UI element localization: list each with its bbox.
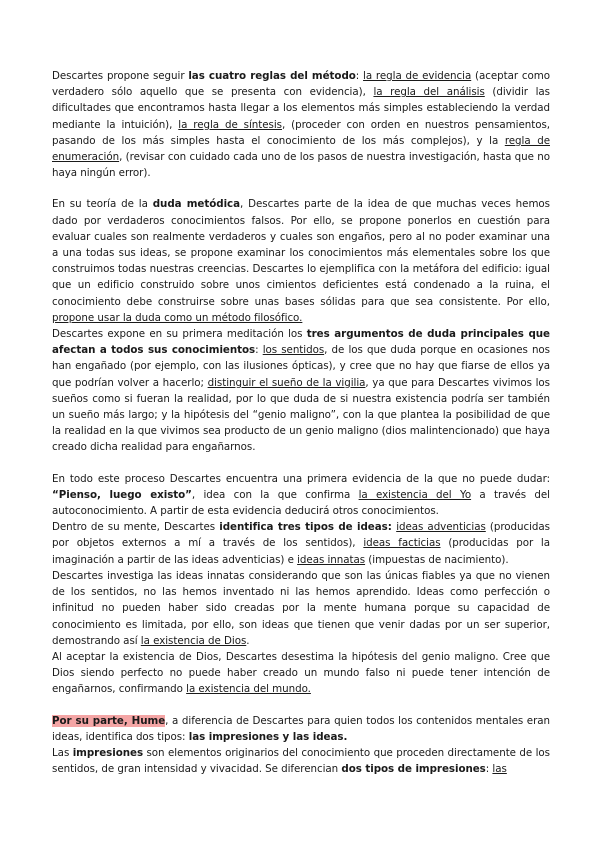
underlined-term: la regla de síntesis <box>178 118 282 131</box>
paragraph-gap <box>52 698 550 713</box>
paragraph-cogito: En todo este proceso Descartes encuentra una primera evidencia de la que no puede dudar: “Pienso, luego existo”, idea con la que confirma la existencia del Yo a través del autoconocimiento. A partir de esta evidencia deducirá otros conocimientos. <box>52 472 550 518</box>
paragraph-gap <box>52 181 550 196</box>
underlined-term: ideas adventicias <box>396 521 486 534</box>
underlined-term: las <box>492 763 507 776</box>
underlined-term: ideas facticias <box>363 537 441 550</box>
highlighted-term: Por su parte, Hume <box>52 714 166 727</box>
underlined-term: la regla del análisis <box>373 86 485 99</box>
underlined-term: regla de enumeración <box>52 134 550 164</box>
bold-term: las impresiones y las ideas. <box>188 730 348 743</box>
paragraph-hume: Por su parte, Hume, a diferencia de Descartes para quien todos los contenidos mentales eran ideas, identifica dos tipos: las impresiones y las ideas. <box>52 714 551 743</box>
bold-term: identifica tres tipos de ideas: <box>219 521 397 534</box>
paragraph-duda-metodica: En su teoría de la duda metódica, Descartes parte de la idea de que muchas veces hemos dado por verdaderos conocimientos falsos. Por ello, se propone ponerlos en cuestión para evaluar cuales son realmente verdaderos y cuales son engaños, pero al no poder examinar una a una todas sus ideas, se propone examinar los conocimientos más elementales sobre los que construimos todas nuestras creencias. Descartes lo ejemplifica con la metáfora del edificio: igual que un edificio construido sobre unos cimientos deficientes está condenado a la ruina, el conocimiento debe construirse sobre unas bases sólidas para que sea consistente. Por ello, propone usar la duda como un método filosófico. <box>52 198 550 324</box>
underlined-term: la existencia del mundo. <box>186 683 311 696</box>
underlined-term: la existencia del Yo <box>358 488 472 501</box>
bold-term: impresiones <box>72 746 144 759</box>
paragraph-tipos-ideas: Dentro de su mente, Descartes identifica tres tipos de ideas: ideas adventicias (producidas por objetos externos a mí a través de los sentidos), ideas facticias (producidas por la imaginación a partir de las ideas adventicias) e ideas innatas (impuestas de nacimiento). <box>52 521 551 566</box>
underlined-term: distinguir el sueño de la vigilia <box>207 376 366 389</box>
paragraph-existencia-mundo: Al aceptar la existencia de Dios, Descartes desestima la hipótesis del genio maligno. Cree que Dios siendo perfecto no puede haber creado un mundo falso ni puede tener intención de engañarnos, confirmando la existencia del mundo. <box>52 650 550 696</box>
underlined-term: los sentidos <box>262 344 325 357</box>
bold-term: duda metódica <box>152 198 241 211</box>
bold-term: las cuatro reglas del método <box>188 70 356 82</box>
paragraph-impresiones: Las impresiones son elementos originarios del conocimiento que proceden directamente de los sentidos, de gran intensidad y vivacidad. Se diferencian dos tipos de impresiones: las <box>52 746 550 776</box>
paragraph-ideas-innatas: Descartes investiga las ideas innatas considerando que son las únicas fiables ya que no vienen de los sentidos, no las hemos inventado ni las hemos aprendido. Ideas como perfección o infinitud no pueden haber sido creadas por la mente humana porque su capacidad de conocimiento es limitada, por ello, son ideas que tienen que venir dadas por un ser superior, demostrando así la existencia de Dios. <box>52 569 550 647</box>
paragraph-reglas-metodo: Descartes propone seguir las cuatro reglas del método: la regla de evidencia (aceptar como verdadero sólo aquello que se presenta con evidencia), la regla del análisis (dividir las dificultades que encontramos hasta llegar a los elementos más simples estableciendo la verdad mediante la intuición), la regla de síntesis, (proceder con orden en nuestros pensamientos, pasando de los más simples hasta el conocimiento de los más complejos), y la regla de enumeración, (revisar con cuidado cada uno de los pasos de nuestra investigación, hasta que no haya ningún error). <box>52 70 550 180</box>
underlined-term: ideas innatas <box>297 553 366 566</box>
bold-term: dos tipos de impresiones <box>341 763 486 776</box>
paragraph-argumentos-duda: Descartes expone en su primera meditación los tres argumentos de duda principales que afectan a todos sus conocimientos: los sentidos, de los que duda porque en ocasiones nos han engañado (por ejemplo, con las ilusiones ópticas), y cree que no hay que fiarse de ellos ya que podrían volver a hacerlo; distinguir el sueño de la vigilia, ya que para Descartes vivimos los sueños como si fueran la realidad, por lo que duda de si nuestra existencia podría ser también un sueño más largo; y la hipótesis del “genio maligno”, con la que plantea la posibilidad de que la realidad en la que vivimos sea producto de un genio maligno (dios malintencionado) que haya creado dicha realidad para engañarnos. <box>52 328 550 454</box>
paragraph-gap <box>52 456 550 471</box>
bold-term: “Pienso, luego existo” <box>52 488 192 501</box>
document-body <box>52 68 550 777</box>
underlined-term: la existencia de Dios <box>140 634 247 647</box>
underlined-term: la regla de evidencia <box>363 70 472 82</box>
bold-term: tres argumentos de duda principales que afectan a todos sus conocimientos <box>52 328 550 357</box>
underlined-term: propone usar la duda como un método filosófico. <box>52 311 303 324</box>
